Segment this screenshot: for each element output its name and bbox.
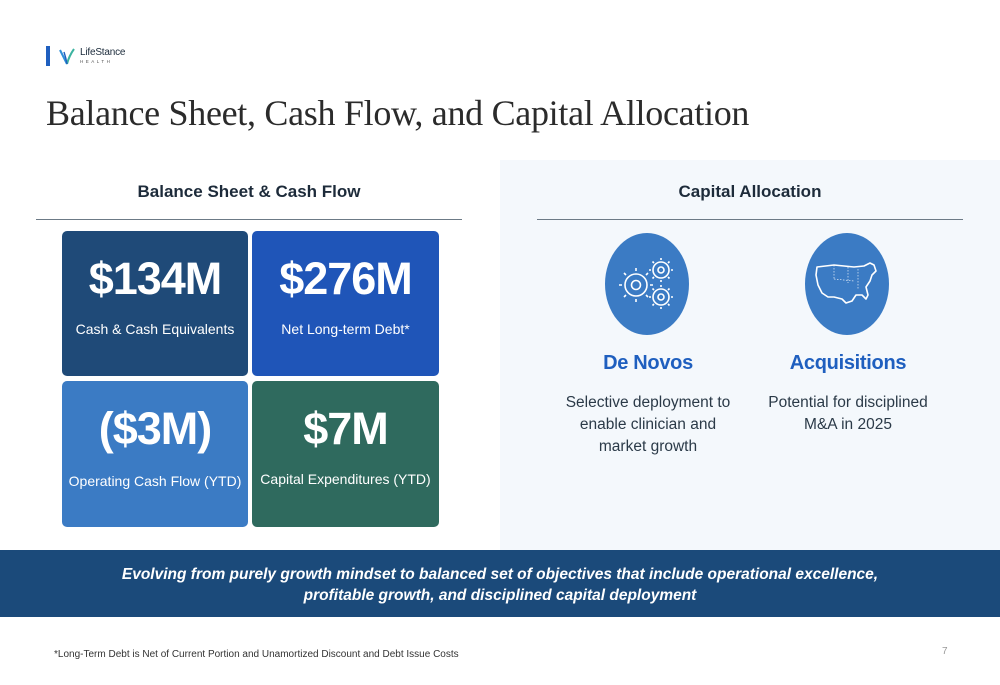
balance-sheet-heading: Balance Sheet & Cash Flow [137,182,361,201]
banner-line-2: profitable growth, and disciplined capital deployment [303,587,697,604]
operating-cash-flow-label: Operating Cash Flow (YTD) [68,473,242,489]
capex-tile [252,381,439,527]
cash-label: Cash & Cash Equivalents [75,321,235,337]
summary-banner [0,550,1000,617]
logo-name: LifeStance [80,46,126,58]
banner-line-1: Evolving from purely growth mindset to balanced set of objectives that include operational excellence, [121,566,879,583]
page-title: Balance Sheet, Cash Flow, and Capital Allocation [46,93,750,133]
operating-cash-flow-value: ($3M) [98,403,212,454]
logo-subtitle: HEALTH [80,58,113,64]
cash-tile [62,231,248,376]
capital-allocation-divider [537,219,963,220]
de-novos-title: De Novos [603,352,693,374]
footnote: *Long-Term Debt is Net of Current Portion and Unamortized Discount and Debt Issue Costs [54,649,459,660]
logo-accent-bar [46,46,50,66]
acquisitions-title: Acquisitions [789,352,907,374]
acquisitions-description: Potential for disciplined M&A in 2025 [768,394,928,433]
operating-cash-flow-tile [62,381,248,527]
debt-tile [252,231,439,376]
page-number: 7 [942,646,948,657]
debt-label: Net Long-term Debt* [281,321,410,337]
us-map-icon [805,233,889,335]
logo-leaf-icon [58,46,76,66]
balance-sheet-divider [36,219,462,220]
capex-value: $7M [303,403,388,454]
debt-value: $276M [279,253,412,304]
gears-icon [605,233,689,335]
capex-label: Capital Expenditures (YTD) [260,471,431,487]
capital-allocation-heading: Capital Allocation [678,182,822,201]
cash-value: $134M [88,253,222,304]
company-logo [46,44,125,68]
de-novos-description: Selective deployment to enable clinician and market growth [565,394,731,455]
